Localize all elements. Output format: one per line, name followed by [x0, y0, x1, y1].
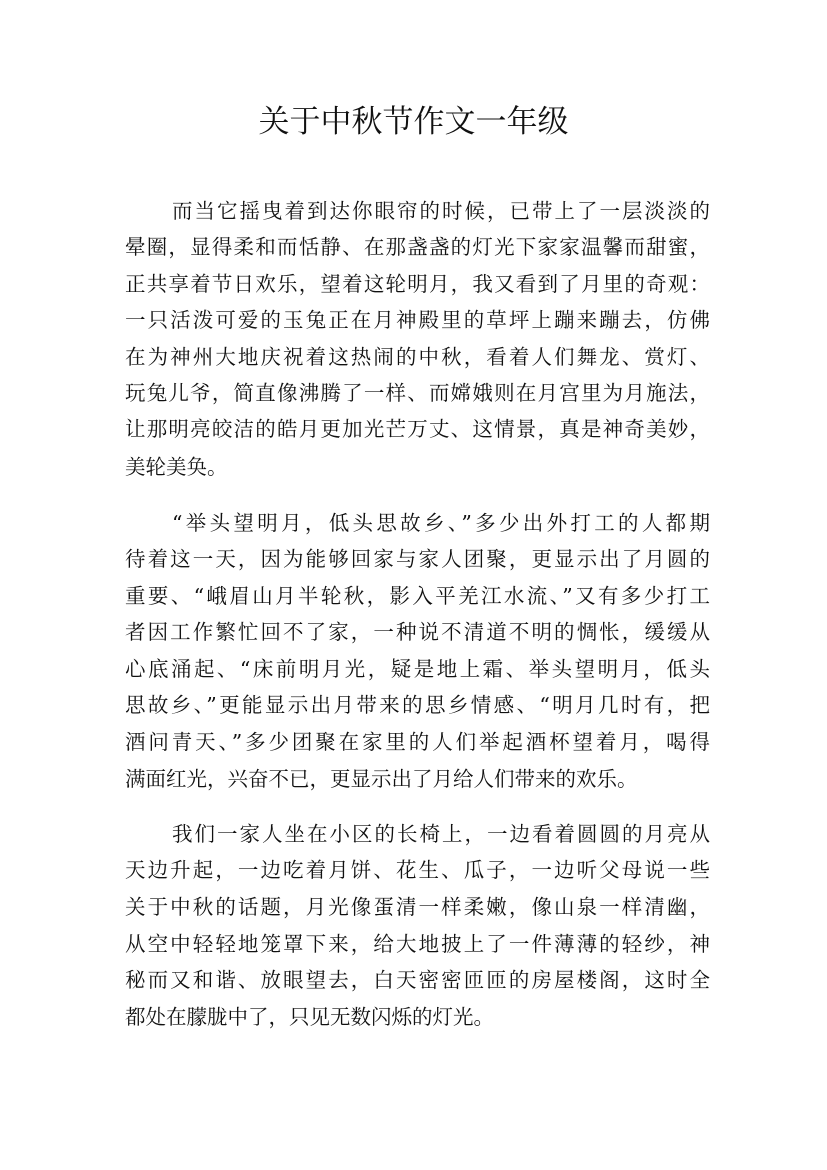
paragraph-line: 关于中秋的话题，月光像蛋清一样柔嫩，像山泉一样清幽，: [125, 895, 710, 919]
paragraph-line: 一只活泼可爱的玉兔正在月神殿里的草坪上蹦来蹦去，仿佛: [125, 308, 710, 332]
paragraph-line: 者因工作繁忙回不了家，一种说不清道不明的惆怅，缓缓从: [125, 620, 710, 644]
paragraph-line: 酒问青天、”多少团聚在家里的人们举起酒杯望着月，喝得: [125, 730, 710, 754]
paragraph-line: 正共享着节日欢乐，望着这轮明月，我又看到了月里的奇观：: [125, 272, 710, 296]
paragraph-line: 天边升起，一边吃着月饼、花生、瓜子，一边听父母说一些: [125, 858, 710, 882]
paragraph-line: 秘而又和谐、放眼望去，白天密密匝匝的房屋楼阁，这时全: [125, 968, 710, 992]
paragraph-line: 在为神州大地庆祝着这热闹的中秋，看着人们舞龙、赏灯、: [125, 345, 710, 369]
paragraph-line: 思故乡、”更能显示出月带来的思乡情感、“明月几时有，把: [125, 693, 710, 717]
paragraph-line: 满面红光，兴奋不已，更显示出了月给人们带来的欢乐。: [125, 767, 638, 791]
paragraph-line: 玩兔儿爷，简直像沸腾了一样、而嫦娥则在月宫里为月施法，: [125, 381, 710, 405]
paragraph-line: 从空中轻轻地笼罩下来，给大地披上了一件薄薄的轻纱，神: [125, 932, 710, 956]
paragraph-line: 而当它摇曳着到达你眼帘的时候，已带上了一层淡淡的: [172, 199, 710, 223]
paragraph-line: 待着这一天，因为能够回家与家人团聚，更显示出了月圆的: [125, 547, 710, 571]
document-title: 关于中秋节作文一年级: [258, 104, 569, 140]
paragraph-line: 让那明亮皎洁的皓月更加光芒万丈、这情景，真是神奇美妙，: [125, 417, 710, 441]
paragraph-line: 重要、“峨眉山月半轮秋，影入平羌江水流、”又有多少打工: [125, 584, 710, 608]
paragraph-line: 我们一家人坐在小区的长椅上，一边看着圆圆的月亮从: [172, 822, 710, 846]
paragraph-line: 心底涌起、“床前明月光，疑是地上霜、举头望明月，低头: [125, 657, 710, 681]
paragraph-line: “举头望明月，低头思故乡、”多少出外打工的人都期: [172, 511, 710, 535]
paragraph-line: 晕圈，显得柔和而恬静、在那盏盏的灯光下家家温馨而甜蜜，: [125, 235, 710, 259]
paragraph-line: 都处在朦胧中了，只见无数闪烁的灯光。: [125, 1005, 494, 1029]
paragraph-line: 美轮美奂。: [125, 455, 228, 479]
